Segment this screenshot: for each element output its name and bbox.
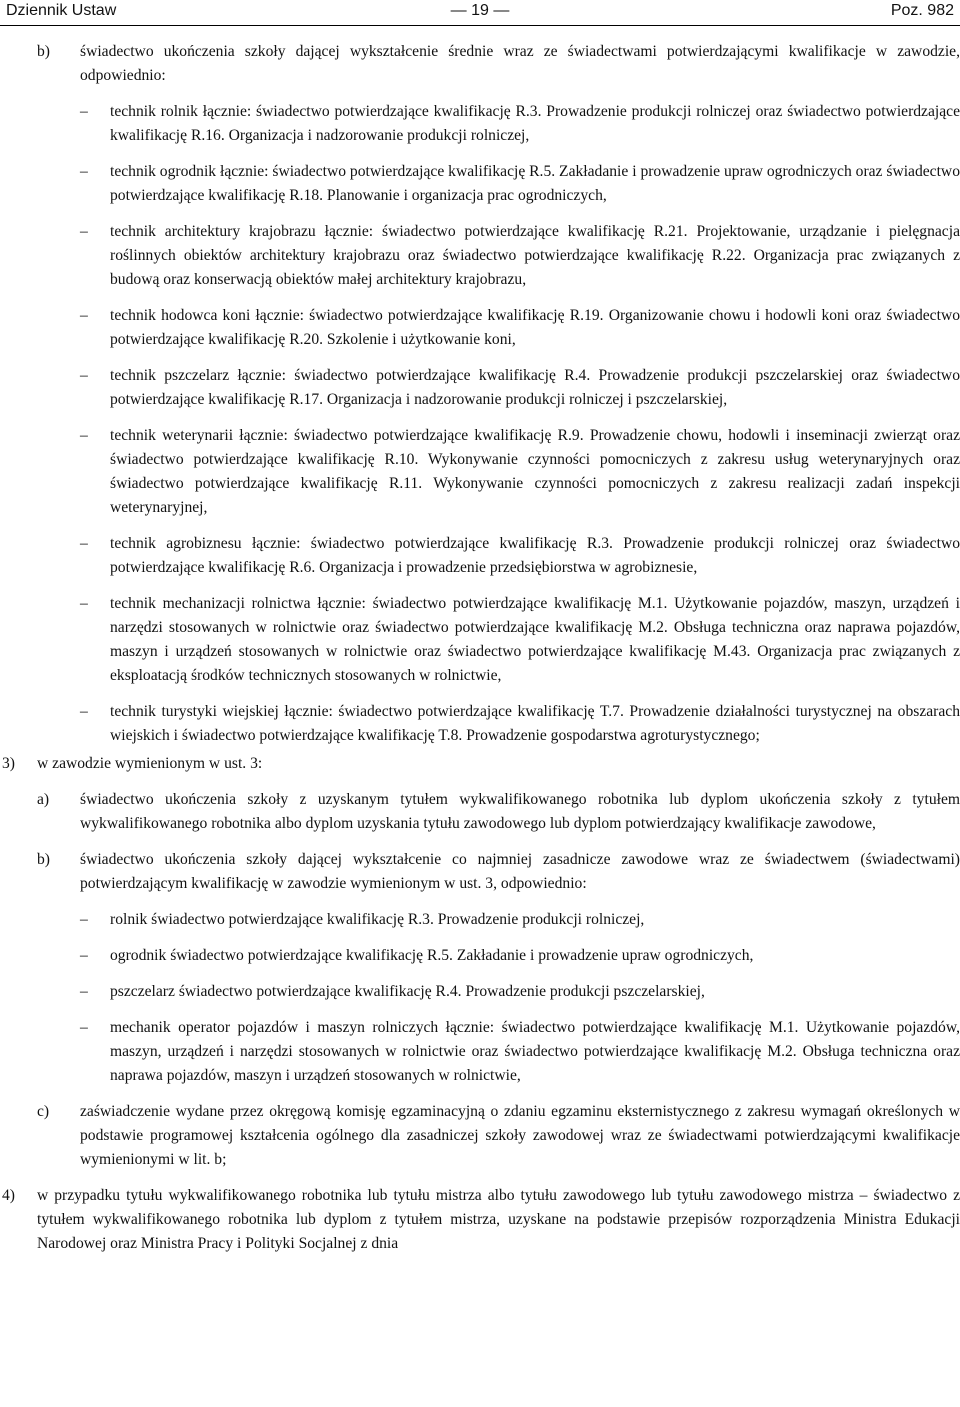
list-marker: 4)	[2, 1187, 15, 1204]
lettered-list-item	[0, 40, 960, 88]
position-number: Poz. 982	[890, 2, 954, 19]
list-item-text: w przypadku tytułu wykwalifikowanego robotnika lub tytułu mistrza albo tytułu zawodowego lub tytułu zawodowego mistrza – świadectwo z tytułem wykwalifikowanego robotnika lub dyplom z tytułem mistrza, uzyskane na podstawie przepisów rozporządzenia Ministra Edukacji Narodowej oraz Ministra Pracy i Polityki Socjalnej z dnia	[37, 1187, 960, 1252]
list-marker: b)	[37, 43, 50, 60]
list-marker: a)	[37, 791, 50, 808]
dash-list-item	[0, 944, 960, 968]
journal-title: Dziennik Ustaw	[6, 2, 117, 19]
list-marker: –	[80, 163, 88, 180]
list-marker: –	[80, 307, 88, 324]
list-marker: –	[80, 1019, 88, 1036]
list-marker: 3)	[2, 755, 15, 772]
list-marker: –	[80, 595, 88, 612]
list-marker: –	[80, 427, 88, 444]
lettered-list-item	[0, 848, 960, 896]
page-number: — 19 —	[450, 2, 510, 19]
dash-list-item	[0, 700, 960, 748]
list-item-text: technik pszczelarz łącznie: świadectwo potwierdzające kwalifikację R.4. Prowadzenie produkcji pszczelarskiej oraz świadectwo potwierdzające kwalifikację R.17. Organizacja i nadzorowanie produkcji rolniczej i pszczelarskiej,	[110, 367, 960, 408]
dash-list-item	[0, 100, 960, 148]
lettered-list-item	[0, 788, 960, 836]
dash-list-item	[0, 304, 960, 352]
list-item-text: ogrodnik świadectwo potwierdzające kwalifikację R.5. Zakładanie i prowadzenie upraw ogrodniczych,	[110, 947, 754, 964]
list-item-text: pszczelarz świadectwo potwierdzające kwalifikację R.4. Prowadzenie produkcji pszczelarskiej,	[110, 983, 705, 1000]
list-item-text: technik architektury krajobrazu łącznie: świadectwo potwierdzające kwalifikację R.21. Projektowanie, urządzanie i pielęgnacja roślinnych obiektów architektury krajobrazu oraz świadectwo potwierdzające kwalifikację R.22. Organizacja prac związanych z budową oraz konserwacją obiektów małej architektury krajobrazu,	[110, 223, 960, 288]
list-item-text: technik agrobiznesu łącznie: świadectwo potwierdzające kwalifikację R.3. Prowadzenie produkcji rolniczej oraz świadectwo potwierdzające kwalifikację R.6. Organizacja i prowadzenie przedsiębiorstwa w agrobiznesie,	[110, 535, 960, 576]
list-item-text: rolnik świadectwo potwierdzające kwalifikację R.3. Prowadzenie produkcji rolniczej,	[110, 911, 645, 928]
dash-list-item	[0, 1016, 960, 1088]
list-item-text: technik ogrodnik łącznie: świadectwo potwierdzające kwalifikację R.5. Zakładanie i prowadzenie upraw ogrodniczych oraz świadectwo potwierdzające kwalifikację R.18. Planowanie i organizacja prac ogrodniczych,	[110, 163, 960, 204]
list-item-text: świadectwo ukończenia szkoły dającej wykształcenie co najmniej zasadnicze zawodowe wraz ze świadectwem (świadectwami) potwierdzającym kwalifikację w zawodzie wymienionym w ust. 3, odpowiednio:	[80, 851, 960, 892]
list-item-text: technik weterynarii łącznie: świadectwo potwierdzające kwalifikację R.9. Prowadzenie chowu, hodowli i inseminacji zwierząt oraz świadectwo potwierdzające kwalifikację R.10. Wykonywanie czynności pomocniczych z zakresu usług weterynaryjnych oraz świadectwo potwierdzające kwalifikację R.11. Wykonywanie czynności pomocniczych z zakresu realizacji zadań inspekcji weterynaryjnej,	[110, 427, 960, 516]
list-marker: –	[80, 535, 88, 552]
dash-list-item	[0, 424, 960, 520]
list-item-text: zaświadczenie wydane przez okręgową komisję egzaminacyjną o zdaniu egzaminu eksternistycznego z zakresu wymagań określonych w podstawie programowej kształcenia ogólnego dla zasadniczej szkoły zawodowej wraz ze świadectwami potwierdzającymi kwalifikacje wymienionymi w lit. b;	[80, 1103, 960, 1168]
dash-list-item	[0, 592, 960, 688]
list-marker: –	[80, 223, 88, 240]
dash-list-item	[0, 220, 960, 292]
list-item-text: technik hodowca koni łącznie: świadectwo potwierdzające kwalifikację R.19. Organizowanie chowu i hodowli koni oraz świadectwo potwierdzające kwalifikację R.20. Szkolenie i użytkowanie koni,	[110, 307, 960, 348]
dash-list-item	[0, 980, 960, 1004]
dash-list-item	[0, 364, 960, 412]
list-item-text: świadectwo ukończenia szkoły z uzyskanym tytułem wykwalifikowanego robotnika lub dyplom ukończenia szkoły z tytułem wykwalifikowanego robotnika albo dyplom uzyskania tytułu zawodowego lub dyplom potwierdzający kwalifikacje zawodowe,	[80, 791, 960, 832]
list-marker: c)	[37, 1103, 50, 1120]
list-item-text: technik mechanizacji rolnictwa łącznie: świadectwo potwierdzające kwalifikację M.1. Użytkowanie pojazdów, maszyn, urządzeń i narzędzi stosowanych w rolnictwie oraz świadectwo potwierdzające kwalifikację M.2. Obsługa techniczna oraz naprawa pojazdów, maszyn i urządzeń stosowanych w rolnictwie oraz świadectwo potwierdzające kwalifikację M.43. Organizacja prac związanych z eksploatacją środków technicznych stosowanych w rolnictwie,	[110, 595, 960, 684]
list-item-text: technik rolnik łącznie: świadectwo potwierdzające kwalifikację R.3. Prowadzenie produkcji rolniczej oraz świadectwo potwierdzające kwalifikację R.16. Organizacja i nadzorowanie produkcji rolniczej,	[110, 103, 960, 144]
list-item-text: świadectwo ukończenia szkoły dającej wykształcenie średnie wraz ze świadectwami potwierdzającymi kwalifikacje w zawodzie, odpowiednio:	[80, 43, 960, 84]
page-header	[0, 0, 960, 26]
lettered-list-item	[0, 1100, 960, 1172]
list-marker: –	[80, 947, 88, 964]
list-item-text: mechanik operator pojazdów i maszyn rolniczych łącznie: świadectwo potwierdzające kwalifikację M.1. Użytkowanie pojazdów, maszyn, urządzeń i narzędzi stosowanych w rolnictwie oraz świadectwo potwierdzające kwalifikację M.2. Obsługa techniczna oraz naprawa pojazdów, maszyn i urządzeń stosowanych w rolnictwie,	[110, 1019, 960, 1084]
list-marker: b)	[37, 851, 50, 868]
list-marker: –	[80, 703, 88, 720]
numbered-list-item	[0, 1184, 960, 1256]
dash-list-item	[0, 532, 960, 580]
list-marker: –	[80, 103, 88, 120]
document-body	[0, 40, 960, 1256]
list-marker: –	[80, 367, 88, 384]
list-item-text: w zawodzie wymienionym w ust. 3:	[37, 755, 263, 772]
list-marker: –	[80, 983, 88, 1000]
dash-list-item	[0, 160, 960, 208]
dash-list-item	[0, 908, 960, 932]
list-marker: –	[80, 911, 88, 928]
numbered-list-item	[0, 752, 960, 776]
list-item-text: technik turystyki wiejskiej łącznie: świadectwo potwierdzające kwalifikację T.7. Prowadzenie działalności turystycznej na obszarach wiejskich i świadectwo potwierdzające kwalifikację T.8. Prowadzenie gospodarstwa agroturystycznego;	[110, 703, 960, 744]
